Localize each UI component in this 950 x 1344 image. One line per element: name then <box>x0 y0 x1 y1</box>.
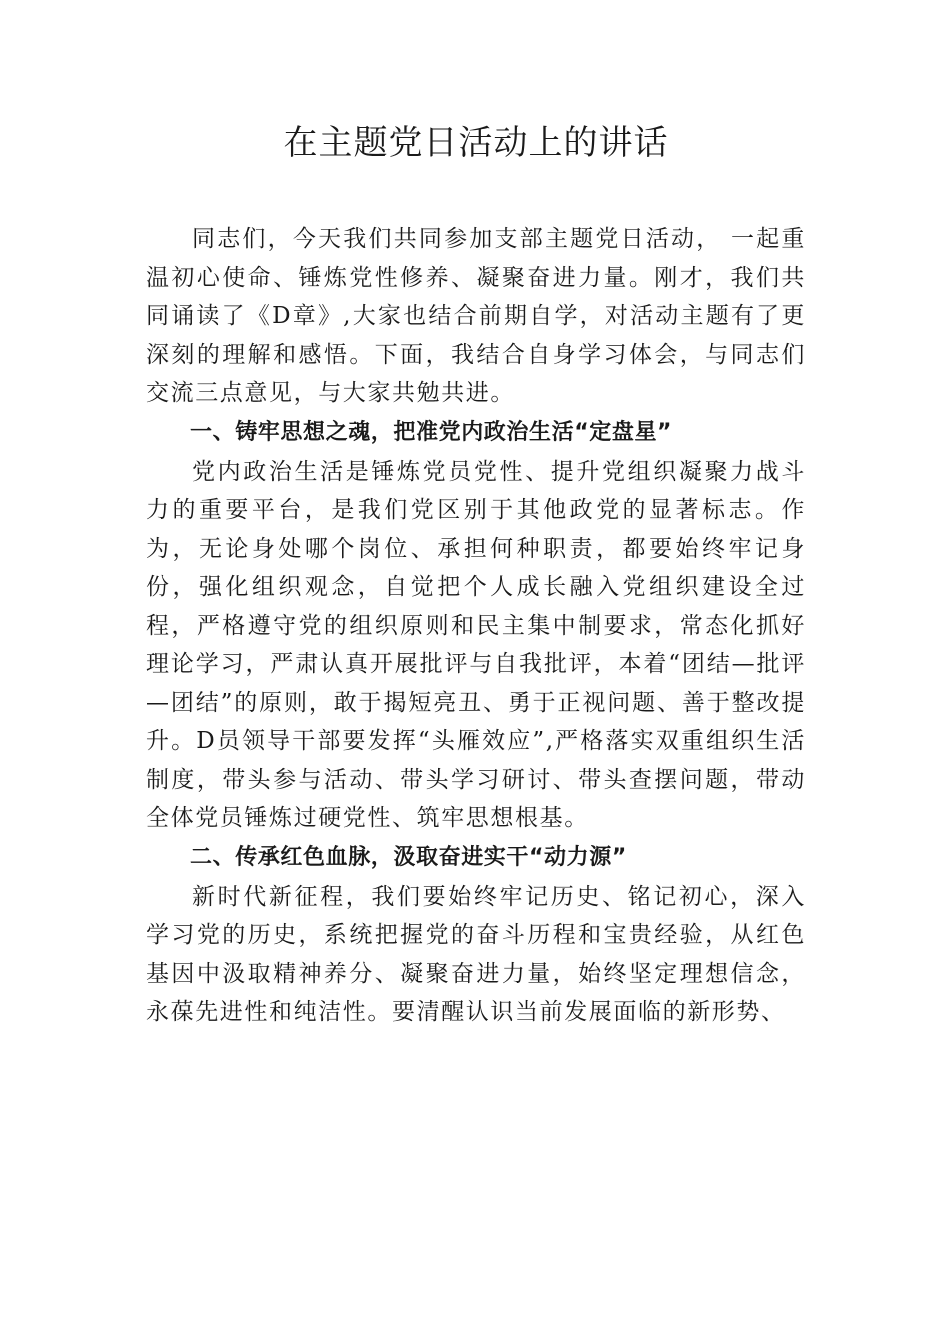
document-body <box>146 220 806 1032</box>
section-body-1: 党内政治生活是锤炼党员党性、提升党组织凝聚力战斗力的重要平台，是我们党区别于其他政党的显著标志。作为，无论身处哪个岗位、承担何种职责，都要始终牢记身份，强化组织观念，自觉把个人成长融入党组织建设全过程，严格遵守党的组织原则和民主集中制要求，常态化抓好理论学习，严肃认真开展批评与自我批评，本着“团结—批评—团结”的原则，敢于揭短亮丑、勇于正视问题、善于整改提升。D员领导干部要发挥“头雁效应”,严格落实双重组织生活制度，带头参与活动、带头学习研讨、带头查摆问题，带动全体党员锤炼过硬党性、筑牢思想根基。 <box>146 458 806 831</box>
document-title: 在主题党日活动上的讲话 <box>283 123 669 163</box>
section-body-2: 新时代新征程，我们要始终牢记历史、铭记初心，深入学习党的历史，系统把握党的奋斗历程和宝贵经验，从红色基因中汲取精神养分、凝聚奋进力量，始终坚定理想信念，永葆先进性和纯洁性。要清醒认识当前发展面临的新形势、 <box>146 883 806 1025</box>
section-heading-1: 一、铸牢思想之魂，把准党内政治生活“定盘星” <box>190 419 673 445</box>
intro-paragraph: 同志们，今天我们共同参加支部主题党日活动， 一起重温初心使命、锤炼党性修养、凝聚奋进力量。刚才，我们共同诵读了《D章》,大家也结合前期自学，对活动主题有了更深刻的理解和感悟。下面，我结合自身学习体会，与同志们交流三点意见，与大家共勉共进。 <box>146 226 806 406</box>
section-heading-2: 二、传承红色血脉，汲取奋进实干“动力源” <box>190 844 627 870</box>
